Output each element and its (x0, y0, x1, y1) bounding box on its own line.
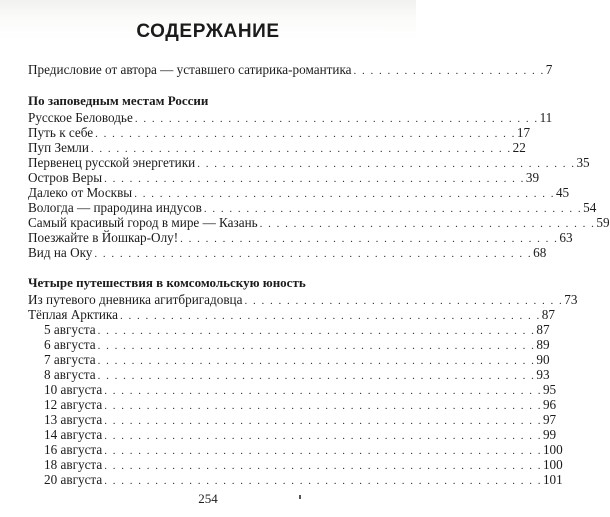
toc-entry-page: 96 (542, 397, 557, 412)
toc-entry-page: 59 (596, 215, 610, 230)
toc-entry[interactable] (28, 412, 557, 427)
toc-entry-page: 95 (542, 382, 557, 397)
toc-entry[interactable] (28, 457, 563, 472)
section-heading: Четыре путешествия в комсомольскую юность (28, 275, 306, 290)
dot-leader: . . . . . . . . . . . . . . . . . . . . . . . . . . . . . . . . . . . . . . . . . . . . . (203, 203, 583, 215)
dot-leader: . . . . . . . . . . . . . . . . . . . . . . . . . . . . . . . . . . . . . . . . . . . . . . . . . . . . (104, 430, 542, 442)
toc-entry-label: Тёплая Арктика (28, 307, 118, 322)
dot-leader: . . . . . . . . . . . . . . . . . . . . . . . . . . . . . . . . . . . . . . . . . . . . . . . . . . . . (97, 340, 536, 352)
toc-entry-page: 63 (559, 230, 573, 245)
toc-entry-label: Вид на Оку (28, 245, 93, 260)
toc-entry-label: 12 августа (44, 397, 103, 412)
toc-entry-label: Остров Веры (28, 170, 103, 185)
toc-entry-page: 22 (512, 140, 526, 155)
toc-entry-label: 14 августа (44, 427, 103, 442)
toc-entry[interactable] (28, 292, 578, 307)
toc-entry[interactable] (28, 170, 540, 185)
toc-entry-label: 16 августа (44, 442, 103, 457)
toc-entry-label: 20 августа (44, 472, 103, 487)
dot-leader: . . . . . . . . . . . . . . . . . . . . . . . . . . . . . . . . . . . . . . . . . . . . . . . . . . . . (94, 248, 533, 260)
toc-entry[interactable] (28, 427, 557, 442)
toc-entry-page: 68 (533, 245, 547, 260)
dot-leader: . . . . . . . . . . . . . . . . . . . . . . . . . . . . . . . . . . . . . . . . . . . . . . . . . . . . (104, 385, 542, 397)
dot-leader: . . . . . . . . . . . . . . . . . . . . . . . . . . . . . . . . . . . . . . . . . . . . . . . . . . . . (97, 370, 536, 382)
dot-leader: . . . . . . . . . . . . . . . . . . . . . . . . . . . . . . . . . . . . . . . . . . . . . . . . . . (90, 143, 512, 155)
page-title: СОДЕРЖАНИЕ (136, 21, 280, 42)
toc-entry-label: 5 августа (44, 322, 96, 337)
toc-entry[interactable] (28, 367, 550, 382)
toc-entry-label: Предисловие от автора — уставшего сатирика-романтика (28, 62, 352, 77)
dot-leader: . . . . . . . . . . . . . . . . . . . . . . . . . . . . . . . . . . . . . . (244, 295, 564, 307)
toc-entry-page: 35 (576, 155, 590, 170)
toc-entry[interactable] (28, 442, 563, 457)
toc-entry[interactable] (28, 307, 555, 322)
toc-entry-page: 87 (536, 322, 550, 337)
dot-leader: . . . . . . . . . . . . . . . . . . . . . . . . . . . . . . . . . . . . . . . . . . . . . . . . . . (134, 188, 555, 200)
toc-entry-page: 101 (542, 472, 563, 487)
section-heading: По заповедным местам России (28, 93, 209, 108)
toc-entry[interactable] (28, 322, 550, 337)
toc-entry-page: 11 (539, 110, 553, 125)
dot-leader: . . . . . . . . . . . . . . . . . . . . . . . . . . . . . . . . . . . . . . . . . . . . . (180, 233, 559, 245)
toc-entry-page: 97 (542, 412, 557, 427)
dot-leader: . . . . . . . . . . . . . . . . . . . . . . . (353, 65, 545, 77)
dot-leader: . . . . . . . . . . . . . . . . . . . . . . . . . . . . . . . . . . . . . . . . . . . . . . . . (134, 113, 539, 125)
toc-entry-page: 89 (536, 337, 550, 352)
toc-entry[interactable] (28, 337, 550, 352)
toc-entry[interactable] (28, 245, 547, 260)
toc-entry[interactable] (28, 155, 590, 170)
dot-leader: . . . . . . . . . . . . . . . . . . . . . . . . . . . . . . . . . . . . . . . . . . . . . . . . . . . . (104, 475, 542, 487)
print-mark (299, 495, 301, 499)
dot-leader: . . . . . . . . . . . . . . . . . . . . . . . . . . . . . . . . . . . . . . . . (259, 218, 596, 230)
dot-leader: . . . . . . . . . . . . . . . . . . . . . . . . . . . . . . . . . . . . . . . . . . . . . (197, 158, 576, 170)
toc-entry[interactable] (28, 397, 557, 412)
page-number: 254 (198, 491, 218, 506)
toc-entry[interactable] (28, 230, 573, 245)
toc-entry-preface[interactable] (28, 62, 553, 77)
toc-entry[interactable] (28, 215, 610, 230)
dot-leader: . . . . . . . . . . . . . . . . . . . . . . . . . . . . . . . . . . . . . . . . . . . . . . . . . . . . (104, 400, 542, 412)
toc-entry-page: 39 (525, 170, 540, 185)
toc-entry-page: 99 (542, 427, 557, 442)
toc-entry-page: 100 (542, 457, 563, 472)
toc-entry[interactable] (28, 185, 570, 200)
toc-entry-page: 87 (541, 307, 555, 322)
toc-entry-page: 45 (555, 185, 570, 200)
toc-entry[interactable] (28, 125, 531, 140)
dot-leader: . . . . . . . . . . . . . . . . . . . . . . . . . . . . . . . . . . . . . . . . . . . . . . . . . . . . (104, 445, 542, 457)
dot-leader: . . . . . . . . . . . . . . . . . . . . . . . . . . . . . . . . . . . . . . . . . . . . . . . . . . . . (104, 415, 542, 427)
toc-entry[interactable] (28, 110, 553, 125)
dot-leader: . . . . . . . . . . . . . . . . . . . . . . . . . . . . . . . . . . . . . . . . . . . . . . . . . . . . (104, 460, 542, 472)
toc-entry-label: 13 августа (44, 412, 103, 427)
toc-entry-page: 73 (564, 292, 578, 307)
toc-entry-label: Пуп Земли (28, 140, 89, 155)
toc-entry-label: 8 августа (44, 367, 96, 382)
dot-leader: . . . . . . . . . . . . . . . . . . . . . . . . . . . . . . . . . . . . . . . . . . . . . . . . . . . . (97, 325, 536, 337)
toc-entry[interactable] (28, 352, 550, 367)
toc-entry-label: 10 августа (44, 382, 103, 397)
toc-entry[interactable] (28, 472, 563, 487)
toc-entry-label: 7 августа (44, 352, 96, 367)
toc-entry-label: Вологда — прародина индусов (28, 200, 202, 215)
toc-entry-label: 18 августа (44, 457, 103, 472)
toc-entry-label: Поезжайте в Йошкар-Олу! (28, 230, 179, 245)
toc-entry-page: 90 (536, 352, 550, 367)
toc-entry-page: 17 (516, 125, 531, 140)
toc-entry[interactable] (28, 200, 597, 215)
toc-entry-label: Первенец русской энергетики (28, 155, 196, 170)
dot-leader: . . . . . . . . . . . . . . . . . . . . . . . . . . . . . . . . . . . . . . . . . . . . . . . . . . (120, 310, 541, 322)
toc-entry-label: Самый красивый город в мире — Казань (28, 215, 258, 230)
toc-entry-label: Далеко от Москвы (28, 185, 133, 200)
dot-leader: . . . . . . . . . . . . . . . . . . . . . . . . . . . . . . . . . . . . . . . . . . . . . . . . . . (95, 128, 516, 140)
toc-entry-label: Русское Беловодье (28, 110, 133, 125)
toc-entry-label: Путь к себе (28, 125, 94, 140)
toc-entry-page: 7 (545, 62, 553, 77)
toc-entry-label: 6 августа (44, 337, 96, 352)
dot-leader: . . . . . . . . . . . . . . . . . . . . . . . . . . . . . . . . . . . . . . . . . . . . . . . . . . . . (97, 355, 536, 367)
toc-entry[interactable] (28, 382, 557, 397)
toc-entry-label: Из путевого дневника агитбригадовца (28, 292, 243, 307)
toc-entry-page: 93 (536, 367, 550, 382)
dot-leader: . . . . . . . . . . . . . . . . . . . . . . . . . . . . . . . . . . . . . . . . . . . . . . . . . . (104, 173, 525, 185)
toc-entry-page: 100 (542, 442, 563, 457)
toc-entry[interactable] (28, 140, 526, 155)
toc-entry-page: 54 (583, 200, 597, 215)
